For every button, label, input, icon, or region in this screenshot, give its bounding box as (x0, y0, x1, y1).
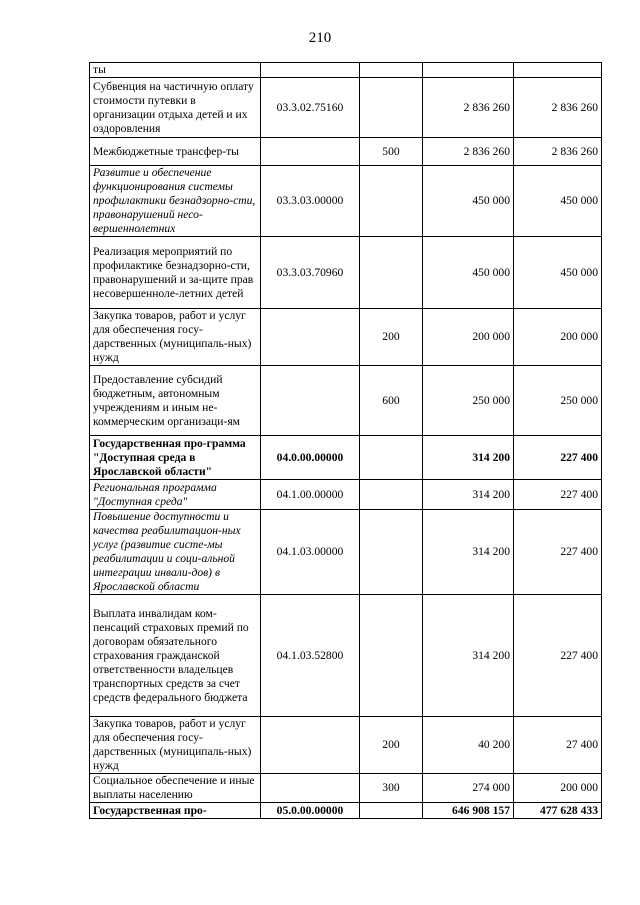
row-type-cell: 500 (360, 138, 423, 166)
row-type-cell (360, 237, 423, 309)
row-amount-1-cell: 274 000 (423, 774, 514, 803)
row-type-cell: 300 (360, 774, 423, 803)
row-type-cell: 600 (360, 366, 423, 436)
row-amount-2-cell: 227 400 (514, 480, 602, 510)
row-amount-2-cell: 450 000 (514, 237, 602, 309)
row-amount-2-cell: 27 400 (514, 717, 602, 774)
row-amount-1-cell: 40 200 (423, 717, 514, 774)
row-amount-1-cell: 314 200 (423, 595, 514, 717)
table-row (90, 717, 602, 774)
row-type-cell (360, 480, 423, 510)
row-type-cell (360, 595, 423, 717)
row-code-cell (261, 309, 360, 366)
row-amount-2-cell: 2 836 260 (514, 138, 602, 166)
row-amount-2-cell: 2 836 260 (514, 78, 602, 138)
row-type-cell (360, 78, 423, 138)
row-amount-1-cell: 2 836 260 (423, 138, 514, 166)
table-row (90, 510, 602, 595)
table-row (90, 309, 602, 366)
row-type-cell (360, 166, 423, 237)
table-row (90, 78, 602, 138)
row-amount-2-cell: 227 400 (514, 595, 602, 717)
row-amount-1-cell: 646 908 157 (423, 803, 514, 819)
page-number: 210 (308, 30, 332, 46)
row-code-cell: 03.3.03.00000 (261, 166, 360, 237)
row-name-cell: Предоставление субсидий бюджетным, автономным учреждениям и иным не-коммерческим организаци-ям (90, 366, 261, 436)
row-amount-1-cell: 314 200 (423, 510, 514, 595)
row-amount-1-cell: 2 836 260 (423, 78, 514, 138)
row-amount-1-cell: 250 000 (423, 366, 514, 436)
row-amount-1-cell: 450 000 (423, 237, 514, 309)
row-amount-2-cell: 477 628 433 (514, 803, 602, 819)
budget-table-body (90, 63, 602, 819)
row-code-cell: 04.1.00.00000 (261, 480, 360, 510)
row-amount-2-cell (514, 63, 602, 78)
row-type-cell (360, 803, 423, 819)
table-row (90, 803, 602, 819)
row-name-cell: Социальное обеспечение и иные выплаты населению (90, 774, 261, 803)
table-row (90, 366, 602, 436)
row-type-cell: 200 (360, 309, 423, 366)
table-row (90, 480, 602, 510)
row-amount-1-cell: 314 200 (423, 436, 514, 480)
table-row (90, 774, 602, 803)
row-amount-2-cell: 200 000 (514, 774, 602, 803)
row-name-cell: ты (90, 63, 261, 78)
row-code-cell: 04.0.00.00000 (261, 436, 360, 480)
row-amount-2-cell: 200 000 (514, 309, 602, 366)
row-code-cell (261, 366, 360, 436)
row-name-cell: Субвенция на частичную оплату стоимости путевки в организации отдыха детей и их оздоровления (90, 78, 261, 138)
row-code-cell (261, 63, 360, 78)
row-name-cell: Реализация мероприятий по профилактике безнадзорно-сти, правонарушений и за-щите прав несовершенноле-летних детей (90, 237, 261, 309)
row-amount-1-cell: 200 000 (423, 309, 514, 366)
row-name-cell: Закупка товаров, работ и услуг для обеспечения госу-дарственных (муниципаль-ных) нужд (90, 717, 261, 774)
row-amount-2-cell: 250 000 (514, 366, 602, 436)
row-name-cell: Межбюджетные трансфер-ты (90, 138, 261, 166)
row-code-cell: 03.3.03.70960 (261, 237, 360, 309)
row-name-cell: Государственная про- (90, 803, 261, 819)
row-amount-2-cell: 227 400 (514, 510, 602, 595)
row-name-cell: Закупка товаров, работ и услуг для обеспечения госу-дарственных (муниципаль-ных) нужд (90, 309, 261, 366)
row-name-cell: Повышение доступности и качества реабилитацион-ных услуг (развитие систе-мы реабилитации и соци-альной интеграции инвали-дов) в Ярославской области (90, 510, 261, 595)
row-code-cell: 05.0.00.00000 (261, 803, 360, 819)
row-name-cell: Государственная про-грамма "Доступная среда в Ярославской области" (90, 436, 261, 480)
row-amount-2-cell: 450 000 (514, 166, 602, 237)
row-type-cell (360, 510, 423, 595)
row-code-cell (261, 138, 360, 166)
row-name-cell: Выплата инвалидам ком-пенсаций страховых премий по договорам обязательного страхования гражданской ответственности владельцев транспортных средств за счет средств федерального бюджета (90, 595, 261, 717)
table-row (90, 166, 602, 237)
row-code-cell: 03.3.02.75160 (261, 78, 360, 138)
row-amount-1-cell: 314 200 (423, 480, 514, 510)
row-code-cell (261, 774, 360, 803)
table-row (90, 138, 602, 166)
row-code-cell: 04.1.03.52800 (261, 595, 360, 717)
row-amount-2-cell: 227 400 (514, 436, 602, 480)
table-row (90, 63, 602, 78)
row-type-cell (360, 436, 423, 480)
row-name-cell: Развитие и обеспечение функционирования системы профилактики безнадзорно-сти, правонарушений несо-вершеннолетних (90, 166, 261, 237)
row-type-cell: 200 (360, 717, 423, 774)
row-amount-1-cell (423, 63, 514, 78)
row-name-cell: Региональная программа "Доступная среда" (90, 480, 261, 510)
row-amount-1-cell: 450 000 (423, 166, 514, 237)
table-row (90, 595, 602, 717)
row-code-cell: 04.1.03.00000 (261, 510, 360, 595)
row-type-cell (360, 63, 423, 78)
table-row (90, 237, 602, 309)
row-code-cell (261, 717, 360, 774)
budget-table (89, 62, 602, 819)
table-row (90, 436, 602, 480)
